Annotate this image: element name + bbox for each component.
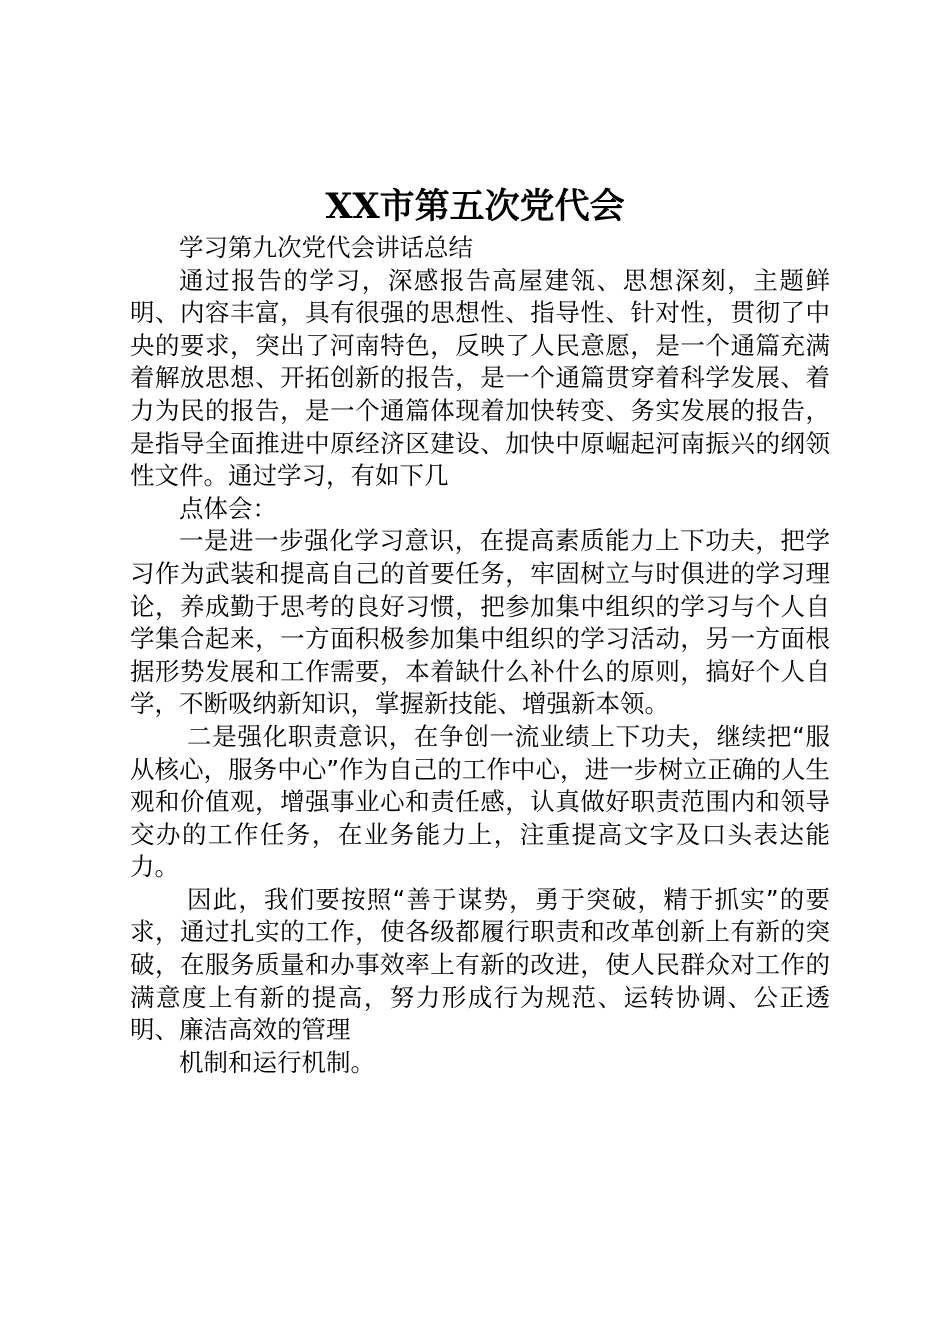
paragraph-3: 一是进一步强化学习意识，在提高素质能力上下功夫，把学习作为武装和提高自己的首要任务，牢固树立与时俱进的学习理论，养成勤于思考的良好习惯，把参加集中组织的学习与个人自学集合起来，一方面积极参加集中组织的学习活动，另一方面根据形势发展和工作需要，本着缺什么补什么的原则，搞好个人自学，不断吸纳新知识，掌握新技能、增强新本领。 (130, 526, 830, 719)
document-body (130, 232, 830, 1079)
document-subtitle: 学习第九次党代会讲话总结 (179, 233, 473, 262)
paragraph-5: 因此，我们要按照“善于谋势，勇于突破，精于抓实”的要求，通过扎实的工作，使各级都履行职责和改革创新上有新的突破，在服务质量和办事效率上有新的改进，使人民群众对工作的满意度上有新的提高，努力形成行为规范、运转协调、公正透明、廉洁高效的管理 (130, 884, 830, 1045)
paragraph-6: 机制和运行机制。 (179, 1047, 375, 1077)
paragraph-4: 二是强化职责意识，在争创一流业绩上下功夫，继续把“服从核心，服务中心”作为自己的工作中心，进一步树立正确的人生观和价值观，增强事业心和责任感，认真做好职责范围内和领导交办的工作任务，在业务能力上，注重提高文字及口头表达能力。 (130, 721, 830, 882)
document-title: XX市第五次党代会 (325, 186, 625, 227)
paragraph-2: 点体会： (179, 493, 277, 523)
paragraph-1: 通过报告的学习，深感报告高屋建瓴、思想深刻，主题鲜明、内容丰富，具有很强的思想性、指导性、针对性，贯彻了中央的要求，突出了河南特色，反映了人民意愿，是一个通篇充满着解放思想、开拓创新的报告，是一个通篇贯穿着科学发展、着力为民的报告，是一个通篇体现着加快转变、务实发展的报告，是指导全面推进中原经济区建设、加快中原崛起河南振兴的纲领性文件。通过学习，有如下几 (130, 265, 830, 491)
